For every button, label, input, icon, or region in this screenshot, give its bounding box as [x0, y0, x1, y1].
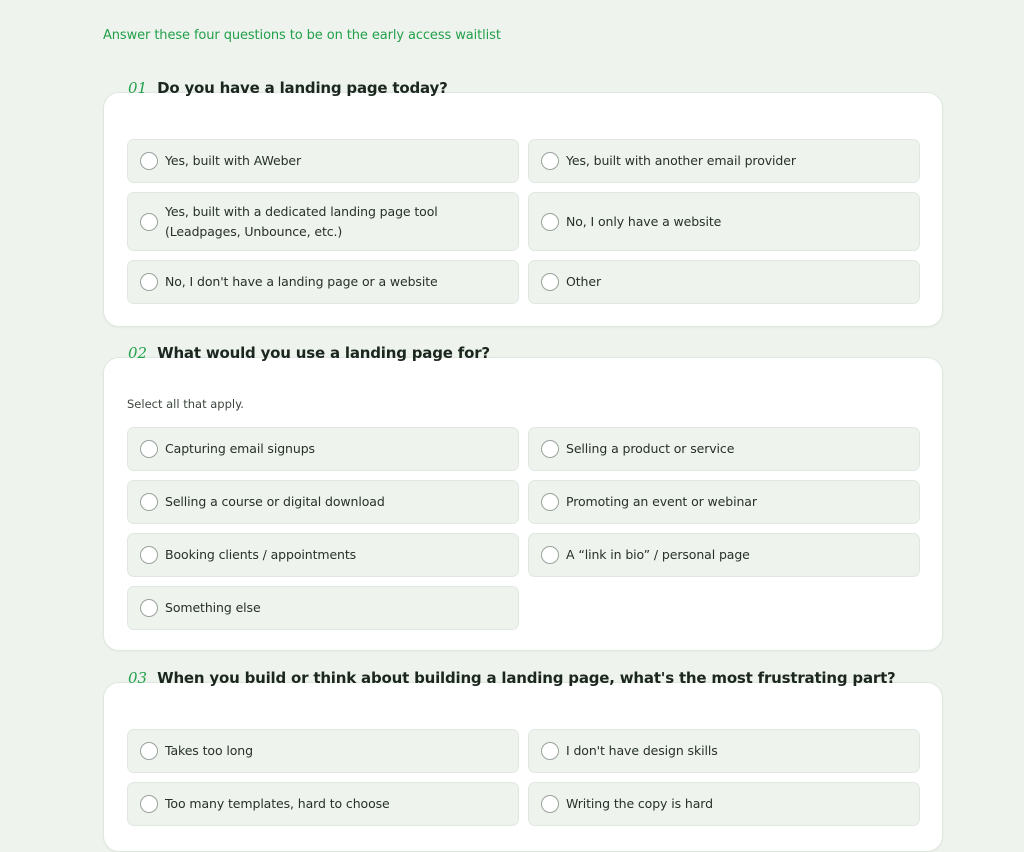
- radio-icon[interactable]: [140, 546, 158, 564]
- option-label: Booking clients / appointments: [165, 547, 357, 562]
- option-no-design-skills[interactable]: [528, 729, 920, 773]
- radio-icon[interactable]: [541, 213, 559, 231]
- option-label: Capturing email signups: [165, 441, 315, 456]
- radio-icon[interactable]: [140, 213, 158, 231]
- option-label: Other: [566, 274, 601, 289]
- question-title: What would you use a landing page for?: [157, 344, 490, 362]
- radio-icon[interactable]: [140, 599, 158, 617]
- radio-icon[interactable]: [140, 440, 158, 458]
- question-number: 01: [128, 79, 148, 97]
- question-title: Do you have a landing page today?: [157, 79, 448, 97]
- question-title: When you build or think about building a landing page, what's the most frustrating part?: [157, 669, 896, 687]
- radio-icon[interactable]: [140, 152, 158, 170]
- question-header: [128, 669, 896, 687]
- option-label: Yes, built with AWeber: [165, 153, 302, 168]
- option-label: Something else: [165, 600, 261, 615]
- option-label: Takes too long: [165, 743, 253, 758]
- option-yes-aweber[interactable]: [127, 139, 519, 183]
- question-card-3: [103, 669, 943, 852]
- option-label: Too many templates, hard to choose: [165, 796, 390, 811]
- intro-text: Answer these four questions to be on the early access waitlist: [103, 28, 501, 43]
- radio-icon[interactable]: [541, 493, 559, 511]
- question-number: 03: [128, 669, 148, 687]
- question-header: [128, 79, 448, 97]
- option-selling-course[interactable]: [127, 480, 519, 524]
- question-card-2: [103, 344, 943, 651]
- option-label: Yes, built with a dedicated landing page tool (Leadpages, Unbounce, etc.): [165, 203, 438, 239]
- option-link-in-bio[interactable]: [528, 533, 920, 577]
- radio-icon[interactable]: [140, 273, 158, 291]
- option-capturing-email[interactable]: [127, 427, 519, 471]
- option-yes-other-provider[interactable]: [528, 139, 920, 183]
- option-writing-copy-hard[interactable]: [528, 782, 920, 826]
- option-label: Selling a product or service: [566, 441, 735, 456]
- option-selling-product[interactable]: [528, 427, 920, 471]
- option-label: Writing the copy is hard: [566, 796, 713, 811]
- option-takes-too-long[interactable]: [127, 729, 519, 773]
- option-label: Promoting an event or webinar: [566, 494, 757, 509]
- option-too-many-templates[interactable]: [127, 782, 519, 826]
- option-something-else[interactable]: [127, 586, 519, 630]
- option-label: No, I only have a website: [566, 213, 722, 229]
- option-yes-landing-tool[interactable]: [127, 192, 519, 251]
- radio-icon[interactable]: [541, 152, 559, 170]
- option-label: No, I don't have a landing page or a website: [165, 274, 438, 289]
- option-label: Selling a course or digital download: [165, 494, 385, 509]
- radio-icon[interactable]: [140, 795, 158, 813]
- radio-icon[interactable]: [140, 493, 158, 511]
- option-no-landing-page[interactable]: [127, 260, 519, 304]
- radio-icon[interactable]: [541, 546, 559, 564]
- options-grid: [127, 729, 919, 826]
- option-only-website[interactable]: [528, 192, 920, 251]
- option-label: Yes, built with another email provider: [566, 153, 796, 168]
- question-hint: Select all that apply.: [127, 397, 244, 411]
- radio-icon[interactable]: [541, 440, 559, 458]
- radio-icon[interactable]: [541, 742, 559, 760]
- radio-icon[interactable]: [541, 273, 559, 291]
- option-booking-clients[interactable]: [127, 533, 519, 577]
- options-grid: [127, 139, 919, 304]
- radio-icon[interactable]: [541, 795, 559, 813]
- option-promoting-event[interactable]: [528, 480, 920, 524]
- option-label: I don't have design skills: [566, 743, 718, 758]
- options-grid: [127, 427, 919, 630]
- radio-icon[interactable]: [140, 742, 158, 760]
- question-card-1: [103, 79, 943, 327]
- question-number: 02: [128, 344, 148, 362]
- option-other[interactable]: [528, 260, 920, 304]
- option-label: A “link in bio” / personal page: [566, 547, 750, 562]
- question-header: [128, 344, 490, 362]
